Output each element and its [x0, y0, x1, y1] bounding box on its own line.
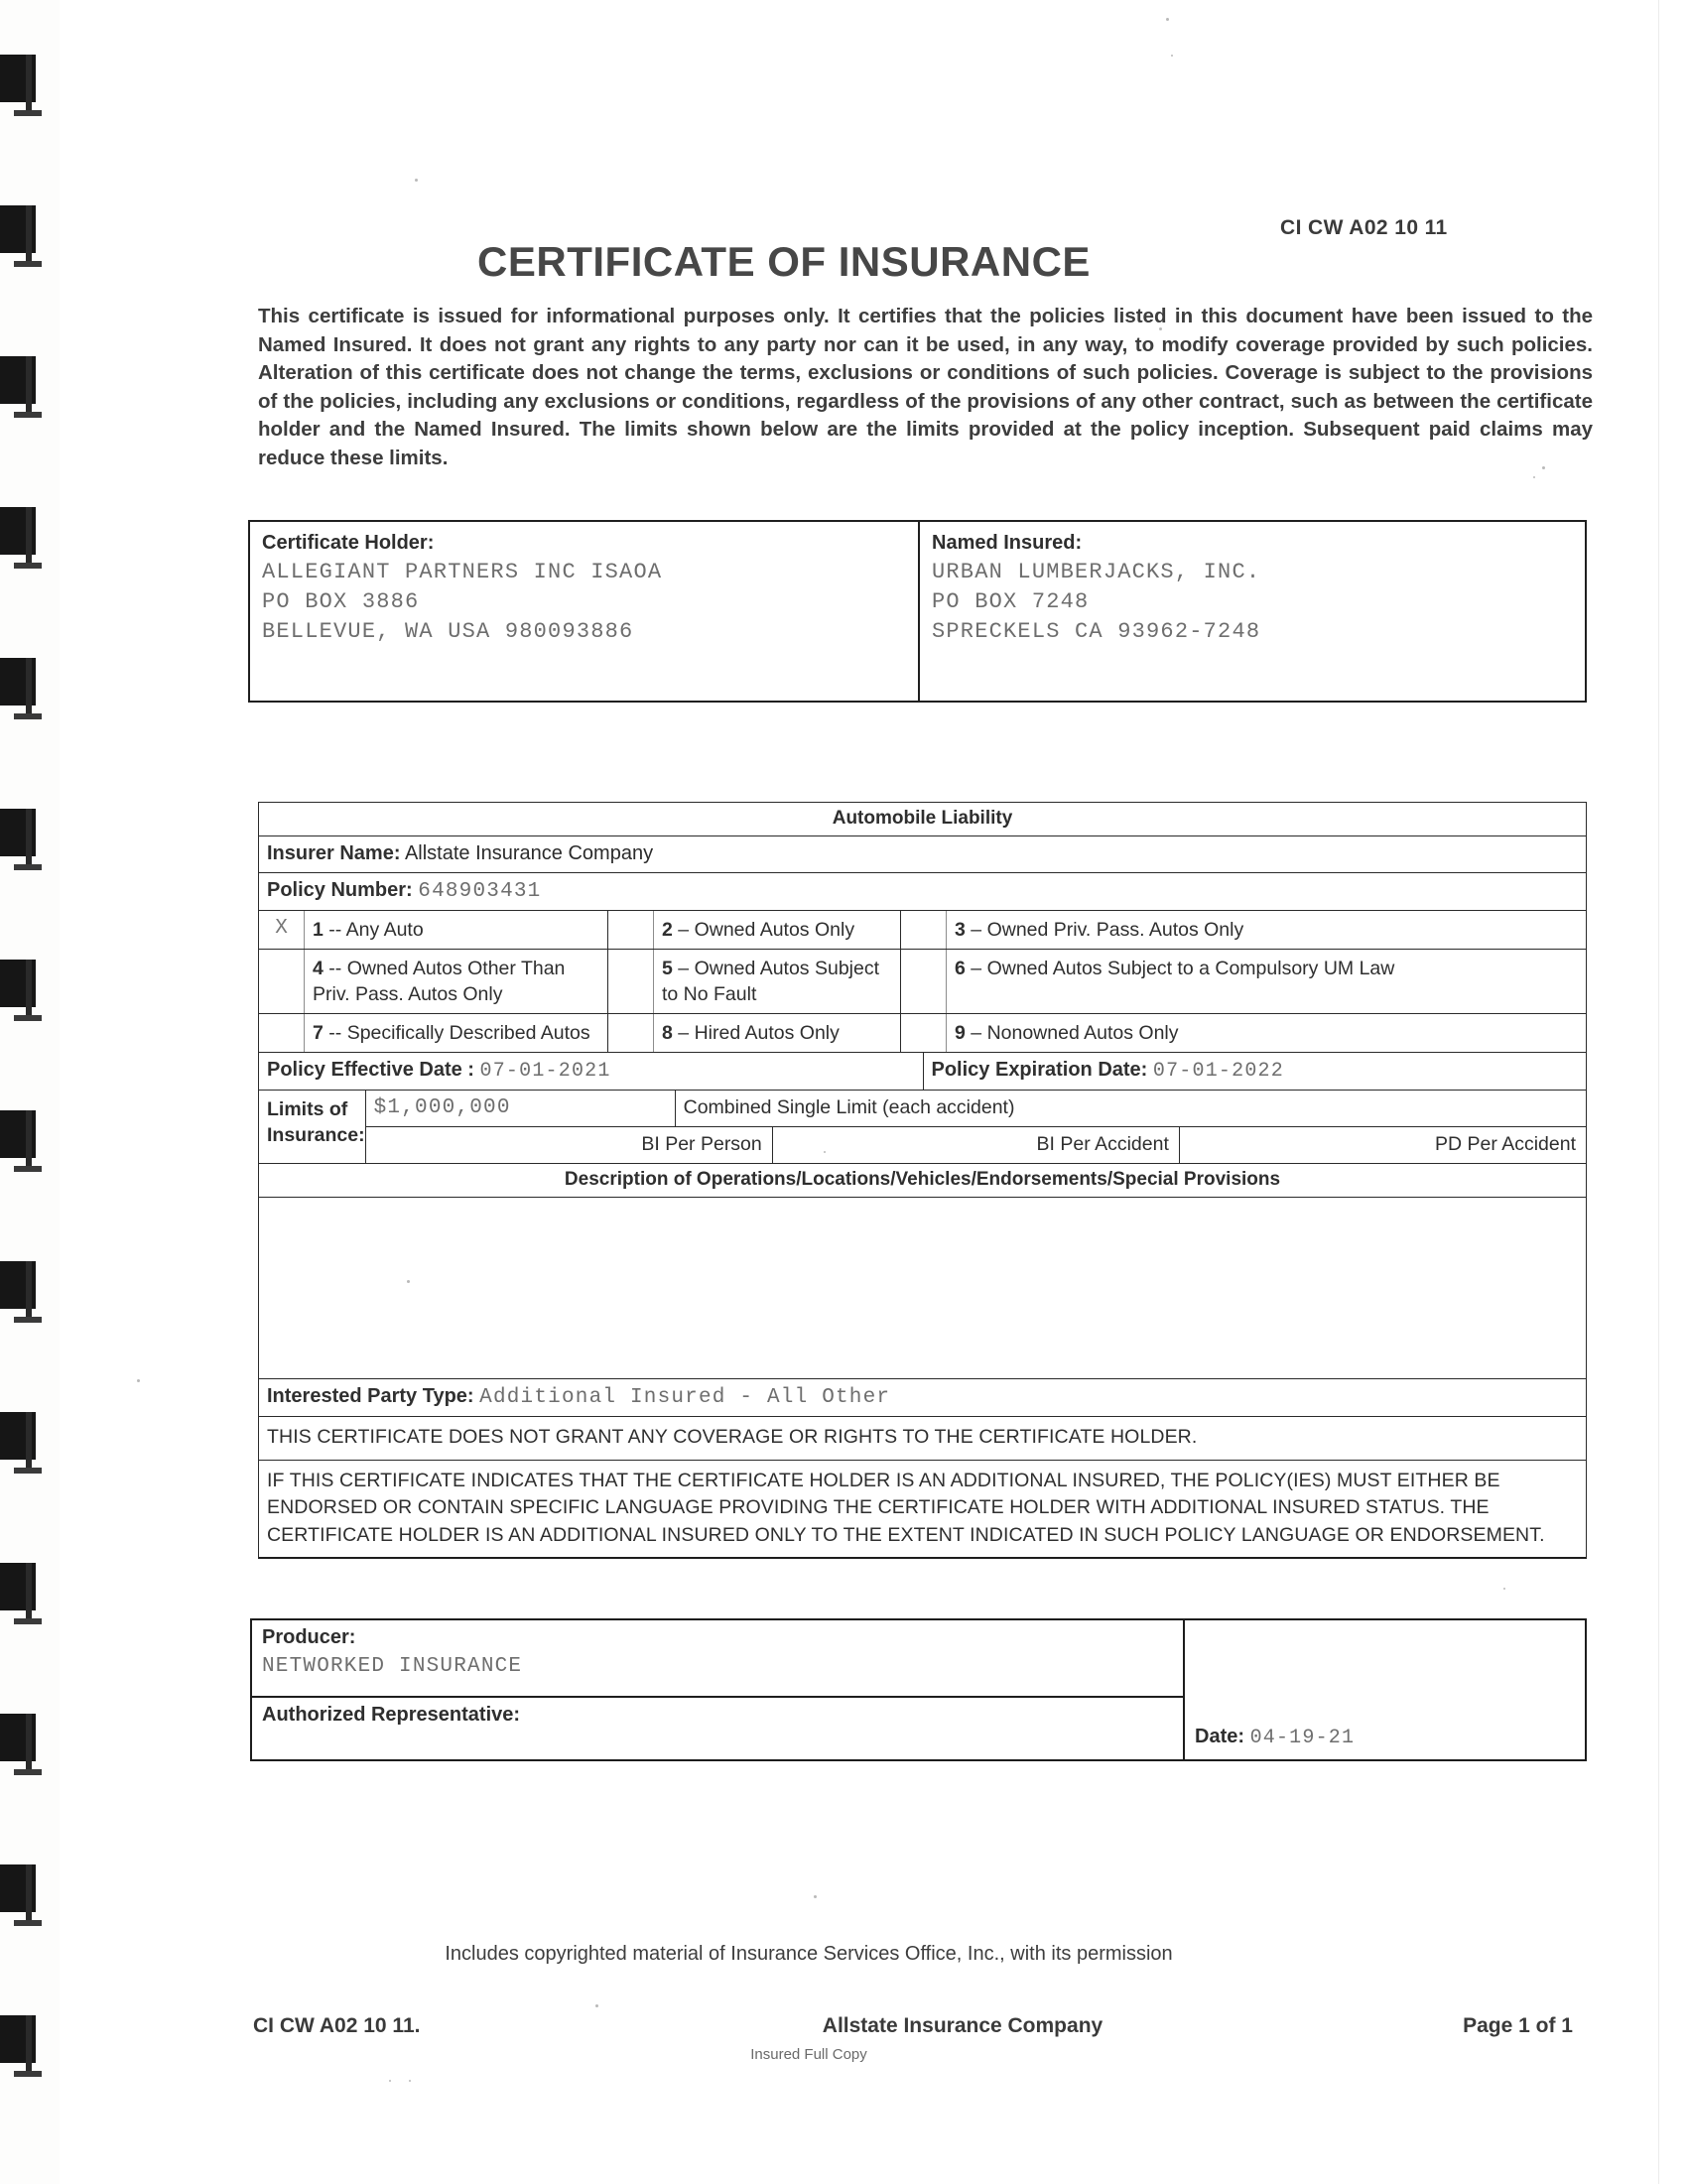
certificate-holder-line: BELLEVUE, WA USA 980093886 [262, 619, 634, 644]
interested-party-row [259, 1379, 1586, 1417]
intro-paragraph: This certificate is issued for informational purposes only. It certifies that the policies listed in this document have been issued to the Named Insured. It does not grant any rights to any party nor can it be used, in any way, to modify coverage provided by such policies. Alteration of this certificate does not change the terms, exclusions or conditions of such policies. Coverage is subject to the provisions of the policies, including any exclusions or conditions, regardless of the provisions of any other contract, such as between the certificate holder and the Named Insured. The limits shown below are the limits provided at the policy inception. Subsequent paid claims may reduce these limits. [258, 305, 1593, 469]
auto-option-6-checkbox[interactable] [901, 950, 947, 1013]
binding-foot [14, 563, 42, 569]
binding-hole [0, 658, 36, 706]
coverage-section-title: Automobile Liability [832, 808, 1013, 829]
certificate-holder-label: Certificate Holder: [262, 532, 435, 554]
auto-option-6-dash: – [971, 958, 982, 979]
auto-option-4-dash: -- [328, 958, 342, 979]
insurer-value: Allstate Insurance Company [404, 842, 654, 864]
binding-hole [0, 1110, 36, 1158]
spiral-binding-artifact [0, 0, 60, 2184]
binding-hook [26, 356, 32, 418]
policy-number-value: 648903431 [418, 880, 542, 903]
binding-hole [0, 356, 36, 404]
binding-foot [14, 1015, 42, 1021]
auto-option-9-checkbox[interactable] [901, 1014, 947, 1052]
binding-hook [26, 205, 32, 267]
producer-left-column [252, 1620, 1185, 1759]
auto-option-3[interactable] [901, 911, 1586, 949]
auto-option-3-text: Owned Priv. Pass. Autos Only [986, 919, 1244, 941]
binding-foot [14, 864, 42, 870]
limit-amount-value: $1,000,000 [366, 1091, 676, 1126]
auto-option-2-text: Owned Autos Only [694, 919, 855, 941]
auto-option-9-number: 9 [955, 1022, 966, 1044]
binding-foot [14, 2071, 42, 2077]
binding-hook [26, 1110, 32, 1172]
auto-option-8-dash: – [678, 1022, 690, 1044]
policy-expiration-date-field [923, 1053, 1587, 1090]
description-header: Description of Operations/Locations/Vehicles/Endorsements/Special Provisions [564, 1169, 1281, 1190]
description-body-row [259, 1198, 1586, 1379]
auto-option-2-number: 2 [662, 919, 673, 941]
limit-col-pd-per-accident: PD Per Accident [1435, 1133, 1576, 1155]
binding-hole [0, 1412, 36, 1460]
auto-option-3-label [947, 911, 1249, 949]
interested-party-label: Interested Party Type: [267, 1385, 474, 1407]
footer-form-number: CI CW A02 10 11. [253, 2014, 421, 2037]
auto-options-row-3 [259, 1014, 1586, 1053]
limits-top-row [366, 1091, 1586, 1127]
named-insured-line: PO BOX 7248 [932, 589, 1090, 614]
auto-option-8-checkbox[interactable] [608, 1014, 654, 1052]
binding-hook [26, 507, 32, 569]
binding-hook [26, 1261, 32, 1323]
authorized-representative-field [252, 1698, 1183, 1759]
date-label: Date: [1195, 1726, 1245, 1747]
notice-row-1 [259, 1417, 1586, 1461]
page-edge-line [1658, 0, 1659, 2184]
auto-option-7-checkbox[interactable] [259, 1014, 305, 1052]
auto-option-2[interactable] [608, 911, 901, 949]
limits-label-line-2: Insurance: [267, 1124, 365, 1146]
description-value[interactable] [259, 1198, 1586, 1378]
auto-option-5-checkbox[interactable] [608, 950, 654, 1013]
binding-foot [14, 1317, 42, 1323]
auto-option-6-label [947, 950, 1400, 1013]
limits-values [366, 1091, 1586, 1163]
date-field [1195, 1726, 1355, 1749]
auto-option-5[interactable] [608, 950, 901, 1013]
named-insured-line: URBAN LUMBERJACKS, INC. [932, 560, 1261, 584]
auto-option-4-checkbox[interactable] [259, 950, 305, 1013]
auto-option-1[interactable] [259, 911, 608, 949]
coverage-section-header-row [259, 803, 1586, 836]
auto-option-4[interactable] [259, 950, 608, 1013]
limits-row [259, 1091, 1586, 1164]
auto-option-5-text: Owned Autos Subject to No Fault [662, 958, 880, 1005]
copy-type-mark: Insured Full Copy [750, 2046, 867, 2063]
auto-option-1-number: 1 [313, 919, 324, 941]
auto-option-1-text: Any Auto [345, 919, 424, 941]
binding-hook [26, 1563, 32, 1624]
coverage-table [258, 802, 1587, 1559]
authorized-representative-label: Authorized Representative: [262, 1704, 521, 1726]
binding-foot [14, 412, 42, 418]
binding-foot [14, 110, 42, 116]
copyright-notice: Includes copyrighted material of Insurance Services Office, Inc., with its permission [445, 1943, 1173, 1965]
footer-page-number: Page 1 of 1 [1463, 2014, 1573, 2037]
binding-hole [0, 1864, 36, 1912]
auto-option-1-dash: -- [328, 919, 342, 941]
auto-options-row-1 [259, 911, 1586, 950]
policy-expiration-date-label: Policy Expiration Date: [931, 1059, 1148, 1081]
binding-foot [14, 1920, 42, 1926]
auto-option-5-number: 5 [662, 958, 673, 979]
insurer-row [259, 836, 1586, 873]
binding-hole [0, 1261, 36, 1309]
auto-option-3-dash: – [971, 919, 982, 941]
auto-option-2-dash: – [678, 919, 690, 941]
auto-option-9-dash: – [971, 1022, 982, 1044]
binding-hook [26, 2015, 32, 2077]
auto-option-7-label [305, 1014, 596, 1052]
binding-hole [0, 2015, 36, 2063]
auto-option-5-label [654, 950, 900, 1013]
binding-hole [0, 809, 36, 856]
interested-party-value: Additional Insured - All Other [479, 1386, 891, 1409]
footer-row [253, 2014, 1573, 2038]
binding-foot [14, 1618, 42, 1624]
binding-hook [26, 55, 32, 116]
binding-hook [26, 1412, 32, 1474]
binding-foot [14, 261, 42, 267]
auto-option-8-text: Hired Autos Only [694, 1022, 840, 1044]
auto-option-4-text: Owned Autos Other Than Priv. Pass. Autos Only [313, 958, 566, 1005]
producer-field [252, 1620, 1183, 1698]
auto-options-row-2 [259, 950, 1586, 1014]
auto-option-6[interactable] [901, 950, 1586, 1013]
auto-option-7-dash: -- [328, 1022, 342, 1044]
footer-company: Allstate Insurance Company [822, 2014, 1103, 2037]
document-sheet [60, 0, 1687, 2184]
notice-text-2: IF THIS CERTIFICATE INDICATES THAT THE CERTIFICATE HOLDER IS AN ADDITIONAL INSURED, THE POLICY(IES) MUST EITHER BE ENDORSED OR CONTAIN SPECIFIC LANGUAGE PROVIDING THE CERTIFICATE HOLDER WITH ADDITIONAL INSURED STATUS. THE CERTIFICATE HOLDER IS AN ADDITIONAL INSURED ONLY TO THE EXTENT INDICATED IN SUCH POLICY LANGUAGE OR ENDORSEMENT. [267, 1469, 1545, 1546]
binding-foot [14, 1769, 42, 1775]
named-insured-label: Named Insured: [932, 532, 1083, 554]
binding-hole [0, 507, 36, 555]
auto-option-2-checkbox[interactable] [608, 911, 654, 949]
policy-number-label: Policy Number: [267, 879, 413, 901]
parties-box [248, 520, 1587, 703]
auto-option-6-text: Owned Autos Subject to a Compulsory UM Law [986, 958, 1395, 979]
auto-option-6-number: 6 [955, 958, 966, 979]
producer-box [250, 1618, 1587, 1761]
auto-option-1-label [305, 911, 430, 949]
binding-hook [26, 658, 32, 719]
binding-hook [26, 960, 32, 1021]
binding-hole [0, 960, 36, 1007]
policy-number-row [259, 873, 1586, 911]
auto-option-9-text: Nonowned Autos Only [986, 1022, 1179, 1044]
insurer-label: Insurer Name: [267, 842, 401, 864]
named-insured-line: SPRECKELS CA 93962-7248 [932, 619, 1261, 644]
limits-bottom-row [366, 1127, 1586, 1163]
certificate-holder-line: PO BOX 3886 [262, 589, 420, 614]
policy-effective-date-field [259, 1053, 923, 1090]
binding-hook [26, 809, 32, 870]
binding-hole [0, 55, 36, 102]
producer-value: NETWORKED INSURANCE [262, 1655, 523, 1678]
auto-option-1-checkbox[interactable]: X [259, 911, 305, 949]
named-insured-block [918, 522, 1585, 701]
auto-option-7[interactable] [259, 1014, 608, 1052]
notice-row-2 [259, 1461, 1586, 1558]
limits-of-insurance-label [259, 1091, 366, 1163]
auto-option-4-label [305, 950, 607, 1013]
binding-foot [14, 1166, 42, 1172]
auto-option-8-label [654, 1014, 845, 1052]
policy-number-field [259, 873, 541, 910]
auto-option-9[interactable] [901, 1014, 1586, 1052]
date-value: 04-19-21 [1249, 1727, 1356, 1749]
auto-option-4-number: 4 [313, 958, 324, 979]
binding-foot [14, 713, 42, 719]
notice-text-1: THIS CERTIFICATE DOES NOT GRANT ANY COVERAGE OR RIGHTS TO THE CERTIFICATE HOLDER. [267, 1426, 1198, 1448]
auto-option-3-checkbox[interactable] [901, 911, 947, 949]
limit-description: Combined Single Limit (each accident) [683, 1096, 1015, 1118]
binding-hole [0, 1563, 36, 1610]
certificate-holder-block [250, 522, 918, 701]
producer-label: Producer: [262, 1626, 356, 1648]
auto-option-2-label [654, 911, 860, 949]
page-title: CERTIFICATE OF INSURANCE [477, 238, 1091, 285]
auto-option-7-number: 7 [313, 1022, 324, 1044]
binding-foot [14, 1468, 42, 1474]
binding-hook [26, 1714, 32, 1775]
auto-option-5-dash: – [678, 958, 690, 979]
limit-col-bi-per-person: BI Per Person [366, 1127, 773, 1163]
interested-party-field [259, 1379, 890, 1416]
limit-col-bi-per-accident: BI Per Accident [773, 1127, 1180, 1163]
auto-option-3-number: 3 [955, 919, 966, 941]
binding-hole [0, 1714, 36, 1761]
auto-option-7-text: Specifically Described Autos [346, 1022, 590, 1044]
insurer-field [259, 836, 653, 872]
form-number-header: CI CW A02 10 11 [1280, 216, 1448, 239]
binding-hook [26, 1864, 32, 1926]
policy-dates-row [259, 1053, 1586, 1091]
policy-effective-date-value: 07-01-2021 [479, 1060, 611, 1083]
certificate-holder-line: ALLEGIANT PARTNERS INC ISAOA [262, 560, 663, 584]
signature-date-column [1185, 1620, 1585, 1759]
description-header-row [259, 1164, 1586, 1198]
policy-effective-date-label: Policy Effective Date : [267, 1059, 474, 1081]
auto-option-8[interactable] [608, 1014, 901, 1052]
binding-hole [0, 205, 36, 253]
policy-expiration-date-value: 07-01-2022 [1152, 1060, 1284, 1083]
auto-option-9-label [947, 1014, 1185, 1052]
auto-option-8-number: 8 [662, 1022, 673, 1044]
limits-label-line-1: Limits of [267, 1098, 348, 1120]
